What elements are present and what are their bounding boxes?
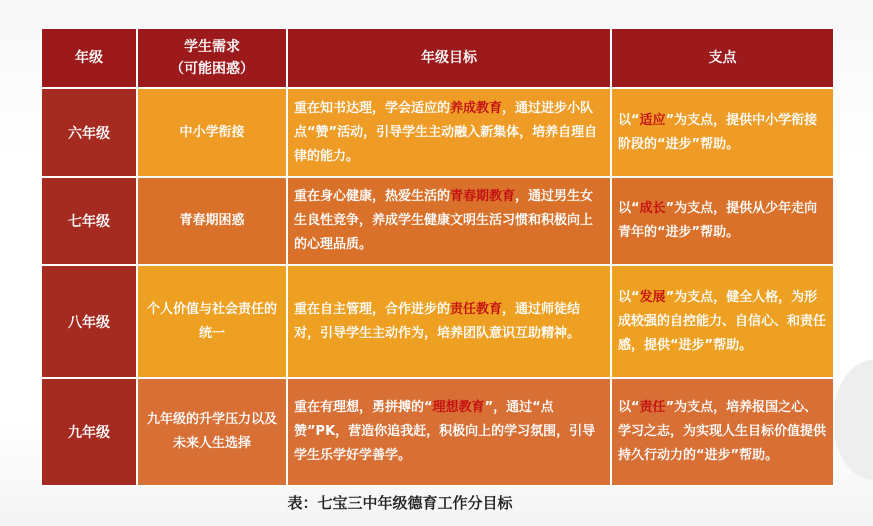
- header-pivot: 支点: [611, 28, 834, 88]
- goal-text: 重在自主管理，合作进步的: [294, 301, 451, 317]
- need-cell: 青春期困惑: [137, 177, 287, 265]
- goal-cell: [287, 88, 611, 177]
- header-grade: 年级: [41, 28, 137, 88]
- pivot-cell: [611, 378, 834, 486]
- table-row: [41, 88, 834, 177]
- goal-highlight: 青春期教育: [450, 189, 516, 204]
- pivot-highlight: 发展: [639, 289, 666, 305]
- goal-cell: [287, 265, 611, 378]
- pivot-highlight: 适应: [639, 112, 666, 128]
- need-cell: 个人价值与社会责任的统一: [137, 265, 287, 378]
- goal-highlight: 养成教育: [450, 100, 503, 116]
- table-caption: 表：七宝三中年级德育工作分目标: [287, 494, 513, 512]
- goal-text: 重在有理想，勇拼搏的“: [294, 400, 433, 415]
- goal-cell: [287, 378, 611, 486]
- goal-cell: [287, 177, 611, 265]
- grade-cell: 九年级: [41, 378, 137, 486]
- need-cell: 中小学衔接: [137, 88, 287, 177]
- header-need-line1: 学生需求: [184, 39, 240, 55]
- header-grade-goal: 年级目标: [287, 28, 611, 88]
- goal-highlight: 理想教育: [432, 400, 485, 415]
- pivot-text: 以“: [618, 112, 640, 128]
- pivot-cell: [611, 88, 834, 177]
- pivot-text: ”为支点，培养报国之心、学习之志，为实现人生目标价值提供持久行动力的“进步”帮助。: [618, 400, 827, 463]
- table-row: [41, 177, 834, 265]
- grade-cell: 七年级: [41, 177, 137, 265]
- goal-highlight: 责任教育: [450, 301, 503, 317]
- need-cell: 九年级的升学压力以及未来人生选择: [137, 378, 287, 486]
- goal-text: 重在身心健康，热爱生活的: [294, 189, 451, 204]
- pivot-text: 以“: [618, 201, 640, 216]
- header-student-needs: [137, 28, 287, 88]
- pivot-text: 以“: [618, 289, 640, 305]
- grade-cell: 八年级: [41, 265, 137, 378]
- table-row: [41, 265, 834, 378]
- grade-goals-table: [40, 27, 835, 487]
- pivot-cell: [611, 177, 834, 265]
- pivot-text: ”为支点，健全人格，为形成较强的自控能力、自信心、和责任感，提供“进步”帮助。: [618, 289, 827, 353]
- pivot-text: 以“: [618, 400, 640, 415]
- pivot-highlight: 成长: [639, 201, 666, 216]
- pivot-text: ”为支点，提供中小学衔接阶段的“进步”帮助。: [618, 112, 818, 152]
- goal-text: ，通过男生女生良性竞争，养成学生健康文明生活习惯和积极向上的心理品质。: [294, 189, 594, 252]
- grade-cell: 六年级: [41, 88, 137, 177]
- pivot-cell: [611, 265, 834, 378]
- goal-text: ，通过师徒结对，引导学生主动作为，培养团队意识互助精神。: [294, 301, 581, 341]
- pivot-highlight: 责任: [639, 400, 666, 415]
- goal-text: ，通过进步小队点“赞”活动，引导学生主动融入新集体，培养自理自律的能力。: [294, 100, 598, 164]
- goal-text: 重在知书达理，学会适应的: [294, 100, 451, 116]
- table-header: [41, 28, 834, 88]
- header-need-line2: （可能困惑）: [170, 61, 254, 77]
- pivot-text: ”为支点，提供从少年走向青年的“进步”帮助。: [618, 201, 818, 240]
- table-row: [41, 378, 834, 486]
- goal-text: ”，通过“点赞”PK，营造你追我赶，积极向上的学习氛围，引导学生乐学好学善学。: [294, 400, 596, 463]
